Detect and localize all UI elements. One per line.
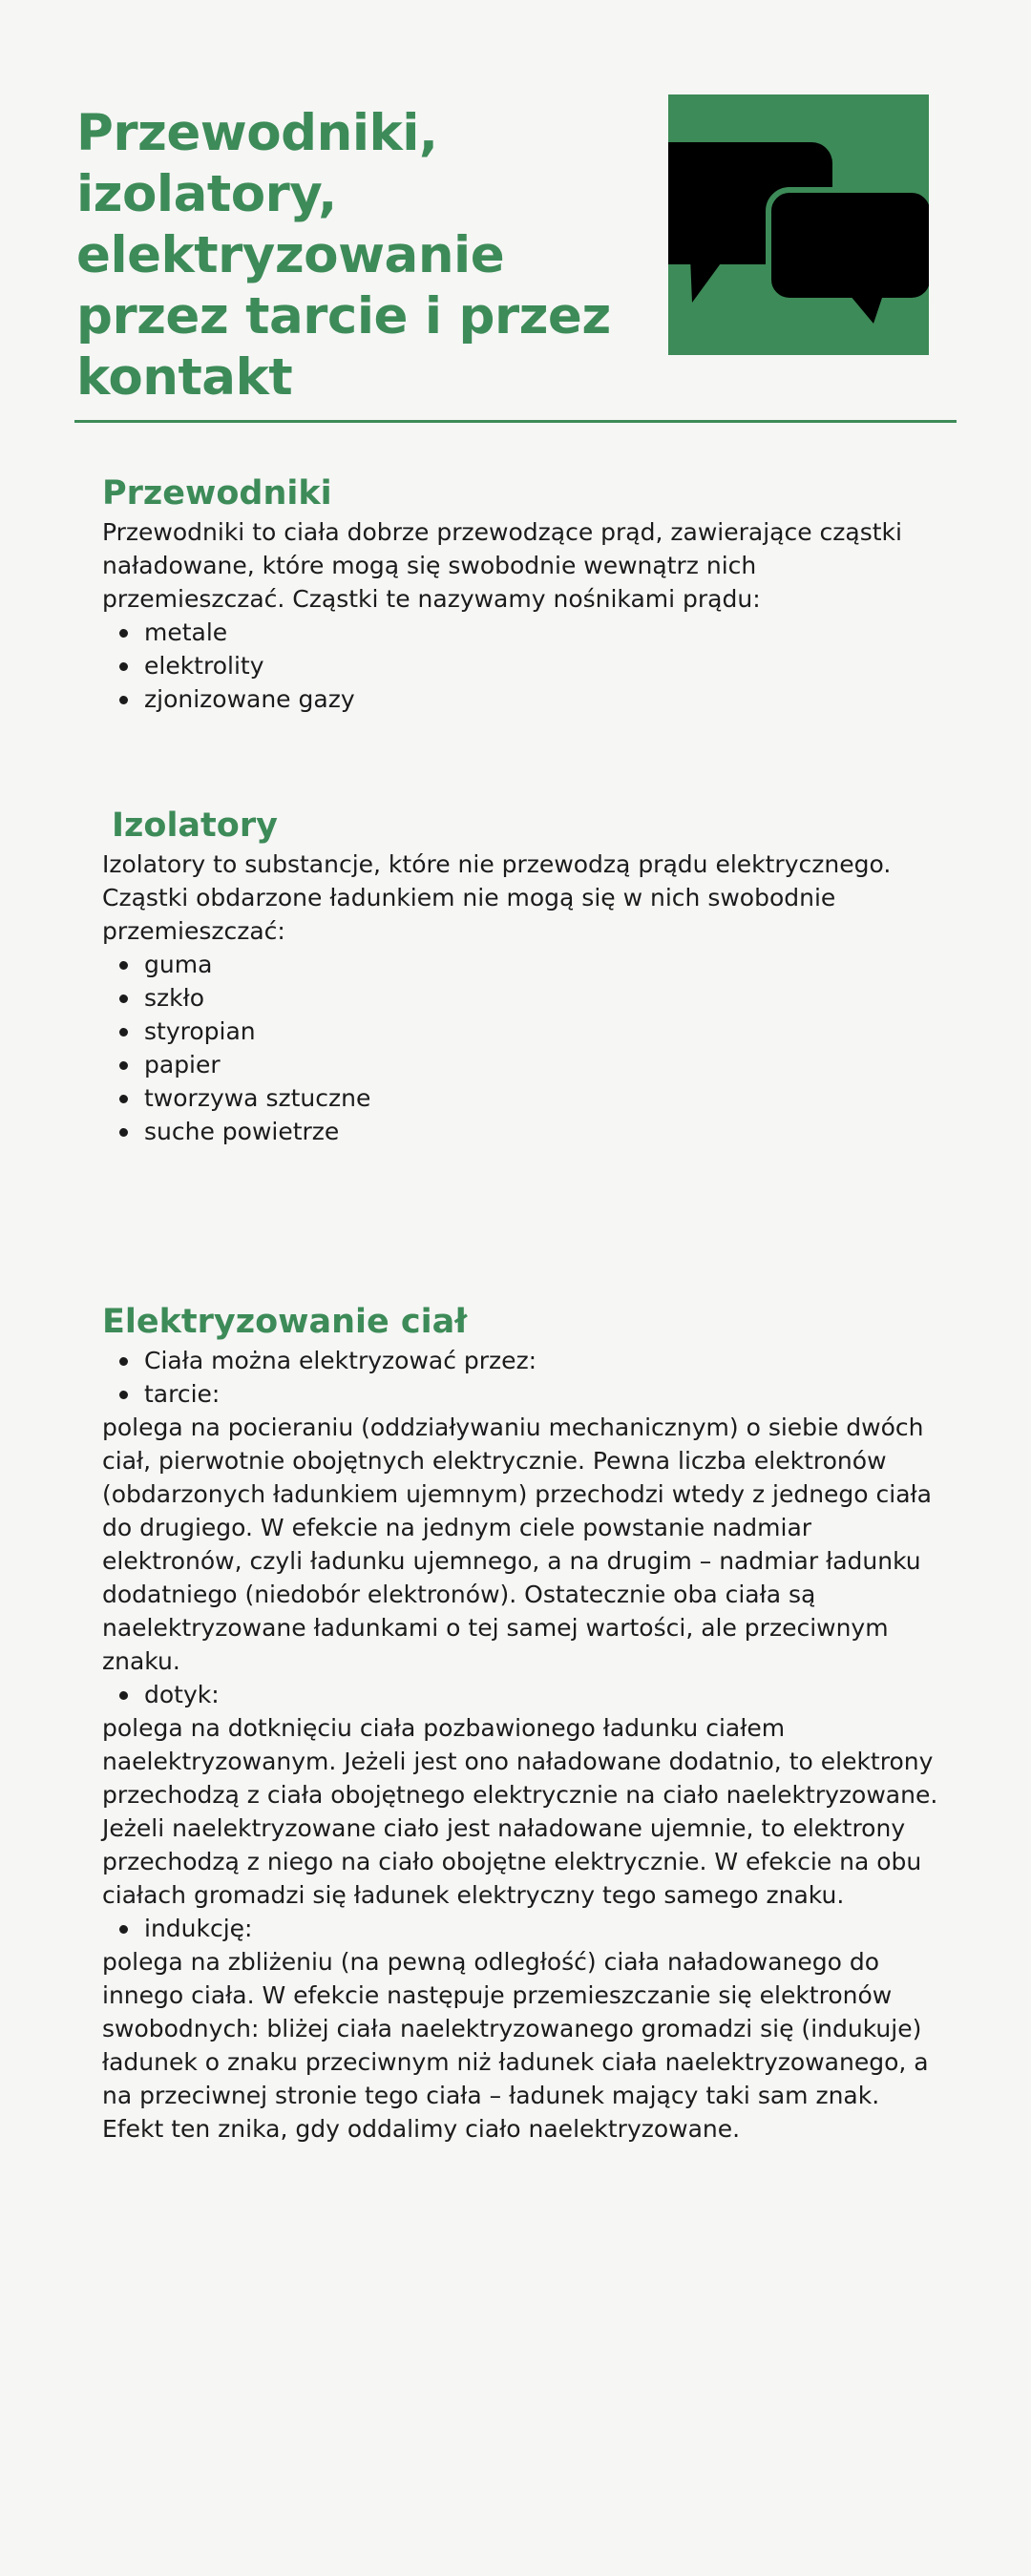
list-item: szkło <box>144 981 942 1015</box>
conductors-heading: Przewodniki <box>102 474 332 513</box>
touch-text: polega na dotknięciu ciała pozbawionego ładunku ciałem naelektryzowanym. Jeżeli jest ono naładowane dodatnio, to elektrony przechodzą z ciała obojętnego elektrycznie na ciało naelektryzowane. Jeżeli naelektryzowane ciało jest naładowane ujemnie, to elektrony przechodzą z niego na ciało obojętne elektrycznie. W efekcie na obu ciałach gromadzi się ładunek elektryczny tego samego znaku. <box>102 1714 938 1909</box>
list-item: guma <box>144 948 942 981</box>
touch-list <box>102 1678 942 1711</box>
list-item: styropian <box>144 1015 942 1048</box>
insulators-heading: Izolatory <box>112 806 278 845</box>
electrification-section <box>102 1300 942 2146</box>
friction-label: tarcie: <box>144 1377 942 1411</box>
list-item: zjonizowane gazy <box>144 682 942 716</box>
induction-label: indukcję: <box>144 1912 942 1945</box>
page-title: Przewodniki, izolatory, elektryzowanie przez tarcie i przez kontakt <box>76 104 611 407</box>
friction-text: polega na pocieraniu (oddziaływaniu mechanicznym) o siebie dwóch ciał, pierwotnie obojętnych elektrycznie. Pewna liczba elektronów (obdarzonych ładunkiem ujemnym) przechodzi wtedy z jednego ciała do drugiego. W efekcie na jednym ciele powstanie nadmiar elektronów, czyli ładunku ujemnego, a na drugim – nadmiar ładunku dodatniego (niedobór elektronów). Ostatecznie oba ciała są naelektryzowane ładunkami o tej samej wartości, ale przeciwnym znaku. <box>102 1414 932 1675</box>
insulators-section <box>102 804 942 1148</box>
induction-list <box>102 1912 942 1945</box>
insulators-intro: Izolatory to substancje, które nie przewodzą prądu elektrycznego. Cząstki obdarzone ładunkiem nie mogą się w nich swobodnie przemieszczać: <box>102 850 892 945</box>
list-item: elektrolity <box>144 649 942 682</box>
electrification-heading: Elektryzowanie ciał <box>102 1303 468 1341</box>
insulators-list <box>102 948 942 1148</box>
conductors-list <box>102 616 942 716</box>
list-item: papier <box>144 1048 942 1081</box>
speech-bubbles-icon <box>668 94 929 355</box>
list-item: tworzywa sztuczne <box>144 1081 942 1115</box>
induction-text: polega na zbliżeniu (na pewną odległość) ciała naładowanego do innego ciała. W efekcie następuje przemieszczanie się elektronów swobodnych: bliżej ciała naelektryzowanego gromadzi się (indukuje) ładunek o znaku przeciwnym niż ładunek ciała naelektryzowanego, a na przeciwnej stronie tego ciała – ładunek mający taki sam znak. Efekt ten znika, gdy oddalimy ciało naelektryzowane. <box>102 1948 929 2143</box>
list-item: Ciała można elektryzować przez: <box>144 1344 942 1377</box>
conductors-intro: Przewodniki to ciała dobrze przewodzące prąd, zawierające cząstki naładowane, które mogą się swobodnie wewnątrz nich przemieszczać. Cząstki te nazywamy nośnikami prądu: <box>102 518 902 613</box>
electrification-methods-list <box>102 1344 942 1411</box>
title-divider <box>74 420 957 423</box>
touch-label: dotyk: <box>144 1678 942 1711</box>
list-item: suche powietrze <box>144 1115 942 1148</box>
list-item: metale <box>144 616 942 649</box>
conductors-section <box>102 471 942 716</box>
